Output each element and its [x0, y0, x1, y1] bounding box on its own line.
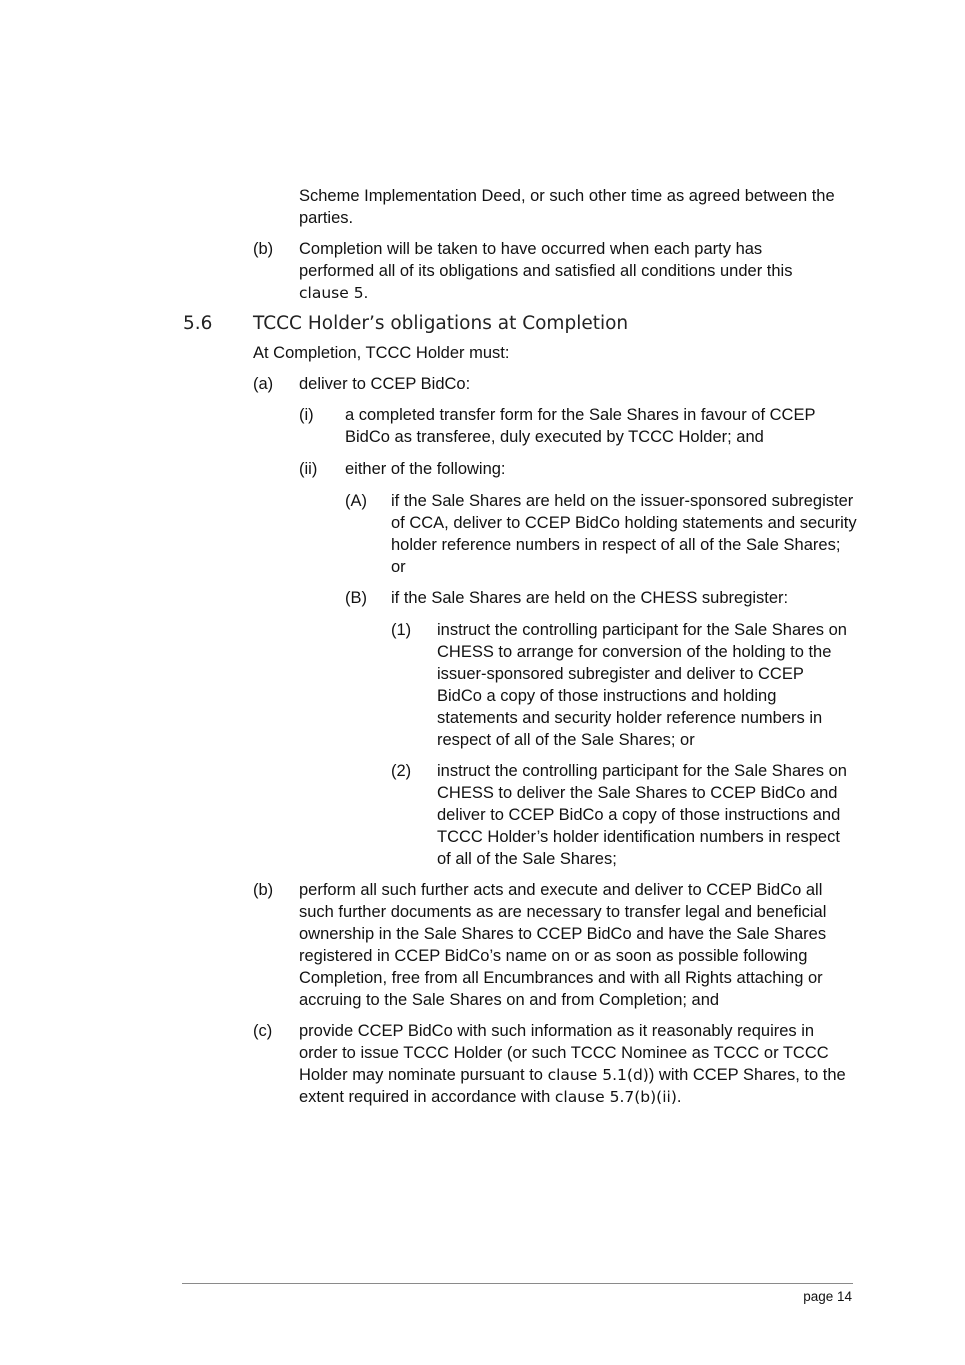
- level4-item-2-text: instruct the controlling participant for the Sale Shares on CHESS to deliver the Sale Shares to CCEP BidCo and deliver to CCEP BidCo a copy of those instructions and TCCC Holder’s holder identification numbers in respect of all of the Sale Shares;: [437, 762, 847, 868]
- item-b-text: perform all such further acts and execute and deliver to CCEP BidCo all such further documents as are necessary to transfer legal and beneficial ownership in the Sale Shares to CCEP BidCo and have the Sale Shares registered in CCEP BidCo’s name on or as soon as possible following Completion, free from all Encumbrances and with all Rights attaching or accruing to the Sale Shares on and from Completion; and: [299, 881, 827, 1009]
- item-c-text-3: .: [676, 1088, 682, 1106]
- continuation-paragraph: Scheme Implementation Deed, or such other time as agreed between the parties.: [299, 187, 835, 227]
- level4-label: (2): [391, 762, 412, 780]
- subitem-label: (ii): [299, 460, 318, 478]
- clause-reference: clause 5.7(b)(ii): [554, 1088, 677, 1106]
- item-label: (b): [253, 240, 274, 258]
- clause-reference: clause 5.1(d): [547, 1066, 649, 1084]
- item-label: (a): [253, 375, 274, 393]
- item-a-text: deliver to CCEP BidCo:: [299, 375, 471, 393]
- item-b-completion-paragraph: [299, 238, 829, 304]
- section-number: 5.6: [183, 313, 213, 334]
- item-c-paragraph: [299, 1020, 851, 1108]
- subsubitem-label: (B): [345, 589, 367, 607]
- item-label: (c): [253, 1022, 273, 1040]
- clause-reference: clause 5: [299, 284, 364, 302]
- level4-item-1-text: instruct the controlling participant for the Sale Shares on CHESS to arrange for conversion of the holding to the issuer-sponsored subregister and deliver to CCEP BidCo a copy of those instructions and holding statements and security holder reference numbers in respect of all of the Sale Shares; or: [437, 621, 847, 749]
- level4-label: (1): [391, 621, 412, 639]
- footer-divider: [182, 1283, 853, 1284]
- section-title: TCCC Holder’s obligations at Completion: [253, 313, 629, 334]
- item-label: (b): [253, 881, 274, 899]
- subsubitem-B-text: if the Sale Shares are held on the CHESS subregister:: [391, 589, 789, 607]
- item-b-text: Completion will be taken to have occurred when each party has performed all of its obligations and satisfied all conditions under this: [299, 240, 793, 280]
- subsubitem-A-text: if the Sale Shares are held on the issuer-sponsored subregister of CCA, deliver to CCEP BidCo holding statements and security holder reference numbers in respect of all of the Sale Shares; or: [391, 492, 857, 576]
- subsubitem-label: (A): [345, 492, 367, 510]
- item-b-tail: .: [363, 284, 369, 302]
- page-number: page 14: [803, 1289, 852, 1304]
- subitem-ii-text: either of the following:: [345, 460, 506, 478]
- section-intro: At Completion, TCCC Holder must:: [253, 344, 510, 362]
- subitem-i-text: a completed transfer form for the Sale Shares in favour of CCEP BidCo as transferee, duly executed by TCCC Holder; and: [345, 406, 816, 446]
- subitem-label: (i): [299, 406, 314, 424]
- item-c-text-1: provide CCEP BidCo with such information as it reasonably requires in order to issue TCCC Holder (or such TCCC Nominee as TCCC or TCCC Holder may nominate pursuant to: [299, 1022, 829, 1084]
- item-c-text-2: ) with CCEP Shares, to the extent required in accordance with: [299, 1066, 846, 1106]
